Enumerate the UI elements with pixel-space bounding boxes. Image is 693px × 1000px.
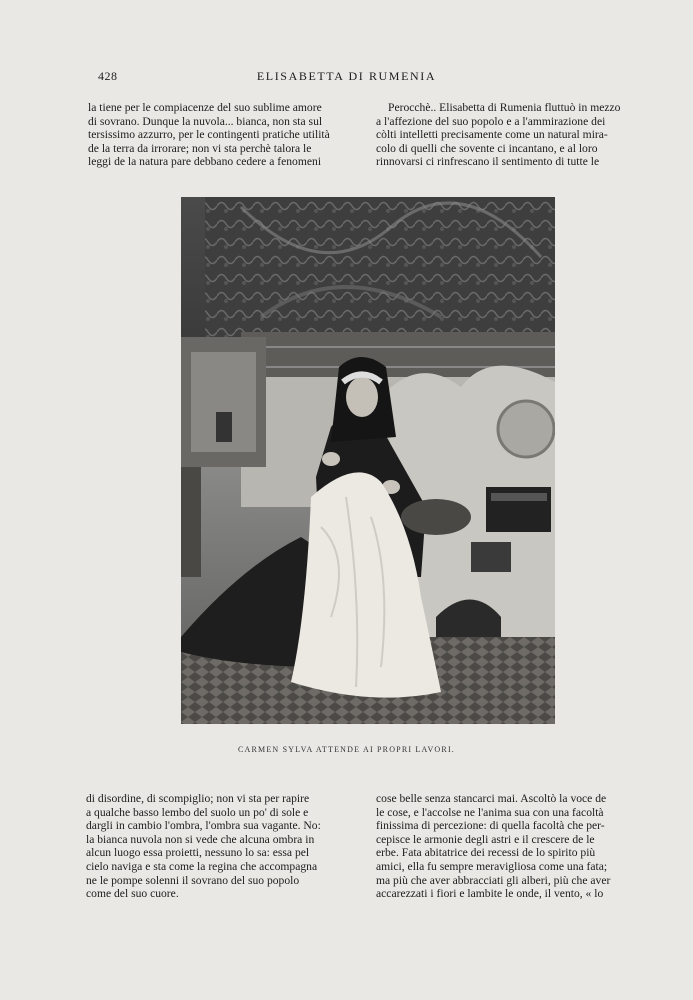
text-line: la bianca nuvola non si vede che alcuna ombra in: [86, 832, 315, 846]
text-line: finissima di percezione: di quella facoltà che per-: [376, 819, 605, 833]
text-line: di disordine, di scompiglio; non vi sta per rapire: [86, 792, 310, 805]
photograph-carmen-sylva: [181, 197, 555, 724]
text-line: Perocchè.. Elisabetta di Rumenia fluttuò in mezzo: [388, 101, 621, 114]
bottom-right-column: [376, 792, 652, 901]
text-line: come del suo cuore.: [86, 887, 179, 901]
text-line: cepisce le armonie degli astri e il crescere de le: [376, 832, 595, 846]
text-line: amici, ella fu sempre meravigliosa come una fata;: [376, 859, 608, 873]
text-line: a qualche basso lembo del suolo un po' di sole e: [86, 805, 309, 819]
text-line: le cose, e l'accolse ne l'anima sua con una facoltà: [376, 805, 604, 819]
figure-caption: CARMEN SYLVA ATTENDE AI PROPRI LAVORI.: [237, 745, 456, 754]
text-line: còlti intelletti precisamente come un natural mira-: [376, 128, 608, 142]
text-line: de la terra da irrorare; non vi sta perchè talora le: [88, 141, 312, 155]
text-line: ne le pompe solenni il sovrano del suo popolo: [86, 873, 300, 887]
top-left-column: [88, 101, 362, 169]
page-header: [0, 69, 693, 87]
text-line: erbe. Fata abitatrice dei recessi de lo spirito più: [376, 846, 596, 860]
page-number: 428: [98, 69, 118, 83]
text-line: colo di quelli che sovente ci incantano, e al loro: [376, 141, 598, 155]
text-line: accarezzati i fiori e lambite le onde, il vento, « lo: [376, 887, 604, 901]
text-line: rinnovarsi ci rinfrescano il sentimento di tutte le: [376, 155, 600, 169]
text-line: ma più che aver abbracciati gli alberi, più che aver: [376, 873, 611, 887]
text-line: dargli in cambio l'ombra, l'ombra sua vagante. No:: [86, 819, 321, 833]
bottom-left-column: [86, 792, 362, 901]
text-line: la tiene per le compiacenze del suo sublime amore: [88, 101, 322, 114]
top-right-column: [376, 101, 652, 169]
text-line: tersissimo azzurro, per le contingenti pratiche utilità: [88, 128, 330, 142]
text-line: cose belle senza stancarci mai. Ascoltò la voce de: [376, 792, 607, 805]
text-line: leggi de la natura pare debbano cedere a fenomeni: [88, 155, 322, 169]
text-line: cielo naviga e sta come la regina che accompagna: [86, 859, 318, 873]
photograph-illustration: [181, 197, 555, 724]
text-line: di sovrano. Dunque la nuvola... bianca, non sta sul: [88, 114, 323, 128]
text-line: alcun luogo essa proietti, nessuno lo sa: essa pel: [86, 846, 310, 860]
running-title: ELISABETTA DI RUMENIA: [256, 69, 437, 83]
text-line: a l'affezione del suo popolo e a l'ammirazione dei: [376, 114, 606, 128]
